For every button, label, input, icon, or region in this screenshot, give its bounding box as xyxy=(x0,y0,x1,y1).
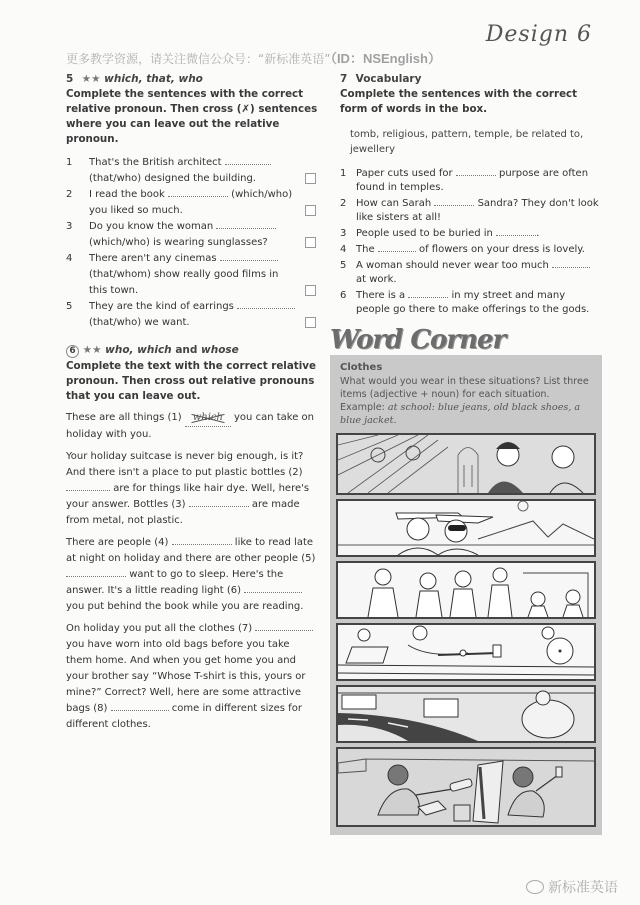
footer-logo xyxy=(526,877,618,897)
answer-blank[interactable] xyxy=(189,498,249,507)
sunny-desert-illustration xyxy=(336,499,596,557)
exercise-topic-and: and xyxy=(175,344,198,356)
item-after: you liked so much. xyxy=(89,205,183,216)
street-scene-image xyxy=(338,687,594,741)
cross-checkbox[interactable] xyxy=(305,173,316,184)
exercise-6 xyxy=(66,343,318,733)
cross-checkbox[interactable] xyxy=(305,237,316,248)
text: purpose are often found in temples. xyxy=(356,168,589,193)
item-number: 3 xyxy=(340,228,347,239)
text: Your holiday suitcase is never big enough, is it? And there isn't a place to put plastic bottles (2) xyxy=(66,451,304,478)
painting-scene-image xyxy=(338,749,594,825)
item-text xyxy=(356,197,602,225)
item-after: designed the building. xyxy=(144,173,256,184)
list-item xyxy=(66,251,318,299)
answer-blank[interactable] xyxy=(66,482,110,491)
exercise-number: 6 xyxy=(66,345,79,358)
list-item xyxy=(340,227,602,241)
text: A woman should never wear too much xyxy=(356,260,549,271)
item-number: 2 xyxy=(66,189,73,200)
item-number: 5 xyxy=(340,260,347,271)
cross-checkbox[interactable] xyxy=(305,205,316,216)
text: you can take on holiday with you. xyxy=(66,412,314,440)
party-illustration xyxy=(336,561,596,619)
text: are made from metal, not plastic. xyxy=(66,499,300,526)
word-corner-title: Word Corner xyxy=(330,325,506,355)
text: . xyxy=(536,228,540,239)
exercise-title: Vocabulary xyxy=(355,73,422,85)
cross-checkbox[interactable] xyxy=(305,285,316,296)
item-number: 3 xyxy=(66,221,73,232)
unit-title: Design 6 xyxy=(485,22,592,47)
exercise-instruction: Complete the text with the correct relative pronoun. Then cross out relative pronouns that you can leave out. xyxy=(66,360,316,402)
instruction-text: What would you wear in these situations? List three items (adjective + noun) for each situation. xyxy=(340,376,589,400)
painting-room-illustration xyxy=(336,747,596,827)
answer-blank[interactable] xyxy=(408,289,448,298)
list-item xyxy=(66,155,318,187)
difficulty-stars-icon: ★★ xyxy=(82,344,102,356)
exercise-topic-b: whose xyxy=(201,344,239,356)
list-item xyxy=(340,167,602,195)
text: There is a xyxy=(356,290,406,301)
exercise-5-heading xyxy=(66,72,318,86)
list-item xyxy=(340,259,602,287)
answer-blank[interactable] xyxy=(244,584,302,593)
item-before: I read the book xyxy=(89,189,165,200)
list-item xyxy=(340,197,602,225)
exercise-topic: which, that, who xyxy=(104,73,203,85)
text: Paper cuts used for xyxy=(356,168,453,179)
party-scene-image xyxy=(338,563,594,617)
illustration-panels xyxy=(336,433,596,827)
item-before: There aren't any cinemas xyxy=(89,253,217,264)
paragraph-1 xyxy=(66,410,318,443)
exercise-instruction: Complete the sentences with the correct form of words in the box. xyxy=(340,88,578,115)
cross-checkbox[interactable] xyxy=(305,317,316,328)
paragraph-4 xyxy=(66,621,318,733)
text: are for things like hair dye. Well, here's your answer. Bottles (3) xyxy=(66,483,310,510)
watermark-cn: 更多教学资源，请关注微信公众号：“新标准英语” xyxy=(66,52,331,66)
gym-scene-image xyxy=(338,625,594,679)
answer-blank[interactable] xyxy=(496,227,536,236)
word-corner-instruction xyxy=(340,375,592,427)
item-text xyxy=(356,167,602,195)
item-number: 4 xyxy=(340,244,347,255)
desert-scene-image xyxy=(338,501,594,555)
exercise-number: 7 xyxy=(340,73,348,85)
footer-logo-text: 新标准英语 xyxy=(548,880,618,896)
item-number: 5 xyxy=(66,301,73,312)
answer-blank[interactable] xyxy=(237,300,295,309)
exercise-7-heading xyxy=(340,72,602,86)
answer-blank[interactable] xyxy=(225,156,271,165)
watermark-id: （ID：NSEnglish） xyxy=(330,51,441,66)
watermark xyxy=(66,52,606,66)
item-text xyxy=(356,289,602,317)
answer-blank[interactable] xyxy=(552,259,590,268)
left-column xyxy=(66,72,318,733)
answer-blank[interactable] xyxy=(168,188,228,197)
example-label: Example: xyxy=(340,402,385,413)
text: you put behind the book while you are reading. xyxy=(66,601,304,612)
item-text xyxy=(89,219,318,251)
text: come in different sizes for different clothes. xyxy=(66,703,302,730)
text: People used to be buried in xyxy=(356,228,493,239)
rainy-street-illustration xyxy=(336,685,596,743)
list-item xyxy=(66,219,318,251)
wechat-icon xyxy=(526,880,544,894)
word-corner-subtitle: Clothes xyxy=(340,362,383,373)
answer-blank[interactable] xyxy=(378,243,416,252)
church-wedding-illustration xyxy=(336,433,596,495)
item-text xyxy=(356,259,602,287)
exercise-6-heading xyxy=(66,343,318,358)
text: of flowers on your dress is lovely. xyxy=(418,244,585,255)
exercise-7 xyxy=(340,72,602,317)
word-corner-panel xyxy=(330,355,602,835)
exercise-topic-a: who, which xyxy=(105,344,172,356)
text: like to read late at night on holiday and there are other people (5) xyxy=(66,537,316,564)
list-item xyxy=(340,243,602,257)
item-text xyxy=(89,155,318,187)
exercise-number: 5 xyxy=(66,73,74,85)
list-item xyxy=(66,187,318,219)
right-column xyxy=(330,72,602,835)
example-text: at school: blue jeans, old black shoes, a blue jacket. xyxy=(340,402,581,426)
item-options: (that/who) xyxy=(89,173,142,184)
item-options: (which/who) xyxy=(89,237,150,248)
item-options: (which/who) xyxy=(231,189,293,200)
text: How can Sarah xyxy=(356,198,432,209)
word-box: tomb, religious, pattern, temple, be related to, jewellery xyxy=(350,129,584,155)
difficulty-stars-icon: ★★ xyxy=(81,73,101,85)
paragraph-3 xyxy=(66,535,318,615)
item-number: 2 xyxy=(340,198,347,209)
answer-blank[interactable] xyxy=(434,197,474,206)
answer-blank[interactable] xyxy=(255,622,313,631)
item-text xyxy=(89,251,318,299)
text: in my street and many people go there to make offerings to the gods. xyxy=(356,290,590,315)
item-text xyxy=(89,299,318,331)
word-corner xyxy=(330,325,602,835)
list-item xyxy=(340,289,602,317)
exercise-instruction: Complete the sentences with the correct relative pronoun. Then cross (✗) sentences where you can leave out the relative pronoun. xyxy=(66,88,318,145)
item-before: They are the kind of earrings xyxy=(89,301,234,312)
item-before: Do you know the woman xyxy=(89,221,214,232)
text: The xyxy=(356,244,375,255)
text: On holiday you put all the clothes (7) xyxy=(66,623,253,634)
answer-blank[interactable] xyxy=(456,167,496,176)
answer-blank[interactable] xyxy=(216,220,276,229)
text: want to go to sleep. Here's the answer. It's a little reading light (6) xyxy=(66,569,284,596)
example-answer xyxy=(185,410,231,427)
paragraph-2 xyxy=(66,449,318,529)
text: These are all things (1) xyxy=(66,412,182,423)
item-after: show really good films in this town. xyxy=(89,269,279,296)
text: Sandra? They don't look like sisters at all! xyxy=(356,198,599,223)
text: There are people (4) xyxy=(66,537,169,548)
exercise-5-items xyxy=(66,155,318,331)
church-scene-image xyxy=(338,435,594,493)
exercise-5 xyxy=(66,72,318,331)
answer-blank[interactable] xyxy=(111,702,169,711)
crossed-example: which xyxy=(192,412,223,423)
item-number: 1 xyxy=(66,157,73,168)
item-number: 1 xyxy=(340,168,347,179)
item-options: (that/who) xyxy=(89,317,142,328)
item-number: 4 xyxy=(66,253,73,264)
item-text xyxy=(356,243,602,257)
item-text xyxy=(356,227,602,241)
answer-blank[interactable] xyxy=(66,568,126,577)
item-after: we want. xyxy=(144,317,190,328)
exercise-7-items xyxy=(340,167,602,317)
item-text xyxy=(89,187,318,219)
text: at work. xyxy=(356,274,397,285)
list-item xyxy=(66,299,318,331)
text: you have worn into old bags before you take them home. And when you get home you and your brother say “Whose T-shirt is this, yours or mine?” Correct? Well, here are some attractive bags (8) xyxy=(66,639,306,714)
item-before: That's the British architect xyxy=(89,157,222,168)
gym-illustration xyxy=(336,623,596,681)
word-corner-content xyxy=(336,361,596,433)
item-after: is wearing sunglasses? xyxy=(153,237,268,248)
item-options: (that/whom) xyxy=(89,269,151,280)
answer-blank[interactable] xyxy=(172,536,232,545)
item-number: 6 xyxy=(340,290,347,301)
answer-blank[interactable] xyxy=(220,252,278,261)
